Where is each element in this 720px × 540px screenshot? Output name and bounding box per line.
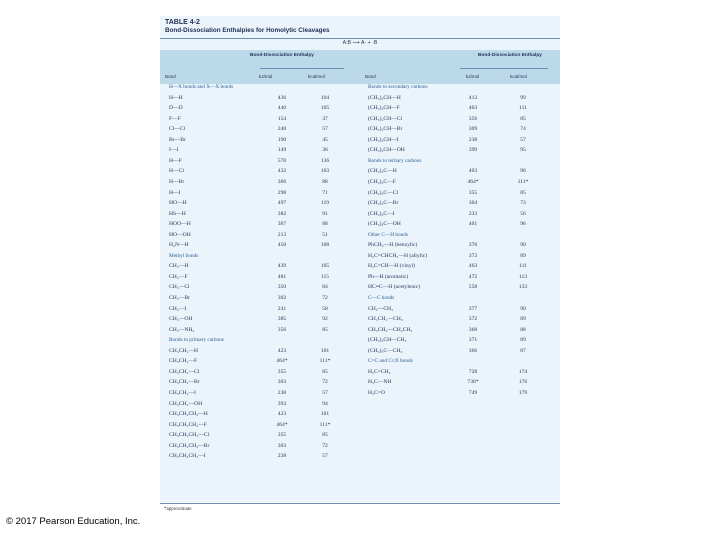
bond-cell: (CH₃)₂CH—H bbox=[368, 94, 401, 101]
table-row bbox=[368, 105, 558, 115]
kcal-cell: 85 bbox=[322, 432, 328, 439]
kj-cell: 464* bbox=[276, 421, 288, 428]
section-heading bbox=[368, 358, 558, 368]
left-kcal-header: kcal/mol bbox=[308, 74, 325, 79]
kcal-cell: 90 bbox=[520, 242, 526, 249]
bond-cell: H₂C=CHCH₂—H (allylic) bbox=[368, 252, 428, 259]
kj-cell: 736* bbox=[467, 379, 479, 386]
table-row bbox=[169, 284, 359, 294]
right-group-rule bbox=[460, 68, 548, 69]
kj-cell: 356 bbox=[277, 326, 287, 333]
bond-cell: CH₃—H bbox=[169, 263, 189, 270]
kcal-cell: 88 bbox=[520, 326, 526, 333]
kj-cell: 377 bbox=[468, 305, 478, 312]
kcal-cell: 88 bbox=[322, 178, 328, 185]
kj-cell: 309 bbox=[468, 126, 478, 133]
table-row bbox=[368, 137, 558, 147]
kcal-cell: 96 bbox=[520, 168, 526, 175]
kj-cell: 399 bbox=[468, 147, 478, 154]
kj-cell: 355 bbox=[277, 368, 287, 375]
kcal-cell: 84 bbox=[322, 284, 328, 291]
copyright-notice: © 2017 Pearson Education, Inc. bbox=[6, 516, 141, 527]
bond-cell: CH₃—Cl bbox=[169, 284, 190, 291]
kj-cell: 302 bbox=[277, 295, 287, 301]
table-row bbox=[368, 379, 558, 389]
table-row bbox=[169, 306, 359, 316]
kcal-cell: 119 bbox=[320, 200, 330, 207]
kcal-cell: 136 bbox=[320, 157, 330, 164]
bond-cell: H₂C=CH₂ bbox=[368, 368, 391, 375]
kcal-cell: 51 bbox=[322, 231, 328, 238]
bond-cell: (CH₃)₃C—I bbox=[368, 210, 395, 217]
kj-cell: 303 bbox=[277, 379, 287, 386]
table-row bbox=[169, 369, 359, 379]
table-row bbox=[368, 263, 558, 273]
kcal-cell: 57 bbox=[322, 389, 328, 396]
table-row bbox=[368, 200, 558, 210]
bond-cell: (CH₃)₂CH—F bbox=[368, 105, 400, 112]
left-bond-header: Bond bbox=[165, 74, 176, 79]
bond-cell: HS—H bbox=[169, 210, 186, 217]
bond-cell: (CH₃)₃C—Cl bbox=[368, 189, 399, 196]
kcal-cell: 99 bbox=[520, 94, 526, 101]
bond-cell: CH₃CH₂—I bbox=[169, 389, 196, 396]
bond-cell: CH₃CH₂—F bbox=[169, 358, 198, 365]
bond-cell: H—Br bbox=[169, 178, 185, 185]
table-row bbox=[368, 95, 558, 105]
bond-cell: (CH₃)₂CH—I bbox=[368, 136, 399, 143]
kj-cell: 366 bbox=[468, 347, 478, 354]
kcal-cell: 89 bbox=[520, 316, 526, 323]
kj-cell: 238 bbox=[277, 453, 287, 460]
kcal-cell: 36 bbox=[322, 147, 328, 154]
kcal-cell: 45 bbox=[322, 136, 328, 143]
kj-cell: 463 bbox=[468, 263, 478, 270]
section-heading bbox=[368, 84, 558, 94]
kcal-cell: 111 bbox=[519, 263, 527, 270]
section-heading bbox=[169, 337, 359, 347]
section-heading bbox=[368, 232, 558, 242]
bond-cell: CH₃CH₂CH₂—I bbox=[169, 453, 206, 460]
kcal-cell: 37 bbox=[322, 115, 328, 122]
kj-cell: 382 bbox=[277, 210, 287, 217]
bond-cell: PhCH₂—H (benzylic) bbox=[368, 242, 418, 249]
bond-cell: H₂N—H bbox=[169, 242, 189, 249]
kj-cell: 304 bbox=[468, 200, 478, 207]
left-enthalpy-group-header: Bond-Dissociation Enthalpy bbox=[250, 53, 314, 58]
table-row bbox=[169, 126, 359, 136]
kj-cell: 238 bbox=[468, 136, 478, 143]
kcal-cell: 89 bbox=[520, 337, 526, 344]
table-row bbox=[368, 369, 558, 379]
table-row bbox=[169, 200, 359, 210]
table-row bbox=[169, 147, 359, 157]
bond-cell: CH₃—F bbox=[169, 273, 188, 280]
bond-cell: H—I bbox=[169, 189, 181, 196]
kj-cell: 481 bbox=[277, 273, 287, 280]
kcal-cell: 103 bbox=[320, 168, 330, 175]
bond-cell: H—X bonds and X—X bonds bbox=[169, 84, 234, 90]
table-row bbox=[368, 306, 558, 316]
kj-cell: 472 bbox=[468, 273, 478, 280]
kcal-cell: 57 bbox=[520, 136, 526, 143]
kj-cell: 450 bbox=[277, 242, 287, 249]
table-row bbox=[368, 348, 558, 358]
bond-cell: H₃C—NH bbox=[368, 379, 392, 386]
kcal-cell: 58 bbox=[322, 305, 328, 312]
bond-cell: (CH₃)₂CH—CH₃ bbox=[368, 337, 407, 344]
kj-cell: 355 bbox=[277, 432, 287, 439]
bond-cell: H—F bbox=[169, 157, 182, 164]
table-row bbox=[368, 221, 558, 231]
table-row bbox=[169, 263, 359, 273]
table-row bbox=[169, 242, 359, 252]
left-group-rule bbox=[260, 68, 344, 69]
kj-cell: 413 bbox=[468, 94, 478, 101]
kj-cell: 355 bbox=[468, 189, 478, 196]
table-row bbox=[169, 274, 359, 284]
bond-cell: H₂C=CH—H (vinyl) bbox=[368, 263, 415, 270]
bond-cell: Br—Br bbox=[169, 136, 186, 143]
bond-cell: Bonds to secondary carbons bbox=[368, 84, 428, 90]
bond-cell: (CH₃)₃C—CH₃ bbox=[368, 347, 403, 354]
table-row bbox=[368, 242, 558, 252]
kcal-cell: 88 bbox=[322, 221, 328, 228]
table-row bbox=[368, 126, 558, 136]
table-row bbox=[368, 390, 558, 400]
bond-cell: CH₃—CH₃ bbox=[368, 305, 394, 312]
bond-cell: H₃C=O bbox=[368, 389, 385, 396]
kcal-cell: 73 bbox=[520, 200, 526, 207]
bond-cell: (CH₃)₂CH—OH bbox=[368, 147, 405, 154]
table-row bbox=[169, 401, 359, 411]
kcal-cell: 174 bbox=[518, 368, 528, 375]
table-header bbox=[160, 16, 560, 38]
bond-cell: CH₃CH₂—CH₃ bbox=[368, 316, 403, 323]
right-enthalpy-group-header: Bond-Dissociation Enthalpy bbox=[478, 53, 542, 58]
bond-cell: C—C bonds bbox=[368, 295, 395, 301]
bond-cell: CH₃CH₂CH₂—Br bbox=[169, 442, 210, 449]
table-row bbox=[368, 316, 558, 326]
bond-cell: Bonds to tertiary carbons bbox=[368, 157, 422, 164]
table-row bbox=[169, 295, 359, 305]
table-row bbox=[169, 190, 359, 200]
table-row bbox=[368, 116, 558, 126]
bond-cell: Bonds to primary carbons bbox=[169, 337, 224, 344]
table-row bbox=[169, 116, 359, 126]
table-row bbox=[169, 232, 359, 242]
bond-cell: HO—H bbox=[169, 200, 187, 207]
table-row bbox=[169, 358, 359, 368]
kcal-cell: 72 bbox=[322, 442, 328, 449]
bond-cell: HOO—H bbox=[169, 221, 191, 228]
table-row bbox=[169, 95, 359, 105]
table-row bbox=[368, 253, 558, 263]
kcal-cell: 85 bbox=[322, 368, 328, 375]
kcal-cell: 111* bbox=[319, 358, 331, 365]
kcal-cell: 179 bbox=[518, 389, 528, 396]
bond-cell: CH₃CH₂—H bbox=[169, 347, 199, 354]
table-row bbox=[169, 105, 359, 115]
kcal-cell: 91 bbox=[322, 210, 328, 217]
bottom-rule bbox=[160, 503, 560, 504]
kj-cell: 298 bbox=[277, 189, 287, 196]
kj-cell: 728 bbox=[468, 368, 478, 375]
bond-cell: D—D bbox=[169, 105, 183, 112]
kcal-cell: 71 bbox=[322, 189, 328, 196]
table-row bbox=[169, 211, 359, 221]
bond-cell: Cl—Cl bbox=[169, 126, 186, 133]
table-row bbox=[169, 348, 359, 358]
section-heading bbox=[169, 84, 359, 94]
kcal-cell: 111 bbox=[519, 105, 527, 112]
top-rule bbox=[160, 38, 560, 39]
table-row bbox=[169, 422, 359, 432]
kcal-cell: 72 bbox=[322, 295, 328, 301]
table-row bbox=[169, 453, 359, 463]
kcal-cell: 74 bbox=[520, 126, 526, 133]
bond-cell: CH₃CH₂CH₂—F bbox=[169, 421, 207, 428]
kcal-cell: 95 bbox=[520, 147, 526, 154]
right-kcal-header: kcal/mol bbox=[510, 74, 527, 79]
table-row bbox=[169, 379, 359, 389]
kj-cell: 464* bbox=[276, 358, 288, 365]
kcal-cell: 90 bbox=[520, 305, 526, 312]
bond-cell: (CH₃)₂CH—Br bbox=[368, 126, 403, 133]
kj-cell: 371 bbox=[468, 337, 478, 344]
bond-cell: CH₃—Br bbox=[169, 295, 190, 301]
footnote: *approximate bbox=[164, 507, 192, 512]
table-row bbox=[368, 284, 558, 294]
kj-cell: 423 bbox=[277, 411, 287, 418]
kcal-cell: 72 bbox=[322, 379, 328, 386]
table-row bbox=[368, 179, 558, 189]
kcal-cell: 105 bbox=[320, 263, 330, 270]
kj-cell: 367 bbox=[277, 221, 287, 228]
table-row bbox=[169, 443, 359, 453]
kj-cell: 401 bbox=[468, 221, 478, 228]
table-row bbox=[169, 137, 359, 147]
bond-cell: CH₃CH₂CH₂—H bbox=[169, 411, 208, 418]
table-row bbox=[368, 337, 558, 347]
right-bond-header: Bond bbox=[365, 74, 376, 79]
kcal-cell: 96 bbox=[520, 221, 526, 228]
table-row bbox=[169, 158, 359, 168]
bond-cell: C=C and C≡X bonds bbox=[368, 358, 413, 365]
kj-cell: 749 bbox=[468, 389, 478, 396]
section-heading bbox=[368, 295, 558, 305]
kj-cell: 403 bbox=[468, 168, 478, 175]
bond-cell: CH₃CH₂—OH bbox=[169, 400, 203, 407]
kj-cell: 393 bbox=[277, 400, 287, 407]
kcal-cell: 87 bbox=[520, 347, 526, 354]
kcal-cell: 57 bbox=[322, 453, 328, 460]
table-row bbox=[368, 327, 558, 337]
table-row bbox=[169, 316, 359, 326]
kj-cell: 423 bbox=[277, 347, 287, 354]
kj-cell: 463 bbox=[468, 105, 478, 112]
bond-cell: H—Cl bbox=[169, 168, 184, 175]
bond-cell: CH₃—OH bbox=[169, 316, 193, 323]
table-row bbox=[169, 327, 359, 337]
bond-cell: (CH₃)₃C—F bbox=[368, 178, 396, 185]
kj-cell: 356 bbox=[468, 115, 478, 122]
kj-cell: 385 bbox=[277, 316, 287, 323]
kcal-cell: 94 bbox=[322, 400, 328, 407]
kj-cell: 439 bbox=[277, 263, 287, 270]
left-kj-header: kJ/mol bbox=[259, 74, 273, 79]
kcal-cell: 176 bbox=[518, 379, 528, 386]
kcal-cell: 89 bbox=[520, 252, 526, 259]
kj-cell: 190 bbox=[277, 136, 287, 143]
bond-cell: HO—OH bbox=[169, 231, 191, 238]
kcal-cell: 92 bbox=[322, 316, 328, 323]
section-heading bbox=[368, 158, 558, 168]
cleavage-equation: A:B ⟶ A· + ·B bbox=[342, 40, 378, 46]
kj-cell: 366 bbox=[277, 178, 287, 185]
kcal-cell: 56 bbox=[520, 210, 526, 217]
kcal-cell: 85 bbox=[322, 326, 328, 333]
bond-cell: (CH₃)₃C—H bbox=[368, 168, 397, 175]
kj-cell: 372 bbox=[468, 252, 478, 259]
kj-cell: 233 bbox=[468, 210, 478, 217]
kj-cell: 241 bbox=[277, 305, 287, 312]
kcal-cell: 113 bbox=[518, 273, 528, 280]
kcal-cell: 104 bbox=[320, 94, 330, 101]
column-header-band bbox=[160, 50, 560, 84]
kcal-cell: 85 bbox=[520, 189, 526, 196]
table-row bbox=[169, 390, 359, 400]
kcal-cell: 57 bbox=[322, 126, 328, 133]
table-row bbox=[169, 179, 359, 189]
kj-cell: 303 bbox=[277, 442, 287, 449]
table-row bbox=[169, 221, 359, 231]
kcal-cell: 85 bbox=[520, 115, 526, 122]
kj-cell: 497 bbox=[277, 200, 287, 207]
table-body bbox=[160, 84, 560, 506]
kj-cell: 436 bbox=[277, 94, 287, 101]
kj-cell: 440 bbox=[277, 105, 287, 112]
bond-cell: HC≡C—H (acetylenic) bbox=[368, 284, 421, 291]
kcal-cell: 105 bbox=[320, 105, 330, 112]
kj-cell: 558 bbox=[468, 284, 478, 291]
table-row bbox=[368, 211, 558, 221]
kcal-cell: 111* bbox=[319, 421, 331, 428]
table-row bbox=[368, 190, 558, 200]
kj-cell: 570 bbox=[277, 157, 287, 164]
table-row bbox=[368, 168, 558, 178]
kj-cell: 464* bbox=[467, 178, 479, 185]
right-kj-header: kJ/mol bbox=[466, 74, 480, 79]
kcal-cell: 133 bbox=[518, 284, 528, 291]
kj-cell: 240 bbox=[277, 126, 287, 133]
bond-cell: F—F bbox=[169, 115, 181, 122]
kcal-cell: 111* bbox=[517, 178, 529, 185]
bond-cell: CH₃—I bbox=[169, 305, 187, 312]
table-row bbox=[169, 411, 359, 421]
bond-cell: (CH₃)₃C—OH bbox=[368, 221, 401, 228]
bond-cell: CH₃CH₂—CH₂CH₃ bbox=[368, 326, 413, 333]
table-row bbox=[169, 168, 359, 178]
kcal-cell: 101 bbox=[320, 347, 330, 354]
kj-cell: 149 bbox=[277, 147, 287, 154]
kj-cell: 350 bbox=[277, 284, 287, 291]
table-row bbox=[368, 274, 558, 284]
table-row bbox=[368, 147, 558, 157]
bond-cell: CH₃CH₂—Br bbox=[169, 379, 200, 386]
section-heading bbox=[169, 253, 359, 263]
kj-cell: 432 bbox=[277, 168, 287, 175]
bond-cell: (CH₃)₃C—Br bbox=[368, 200, 399, 207]
bond-cell: H—H bbox=[169, 94, 183, 101]
kcal-cell: 108 bbox=[320, 242, 330, 249]
bond-cell: I—I bbox=[169, 147, 179, 154]
kj-cell: 376 bbox=[468, 242, 478, 249]
kcal-cell: 101 bbox=[320, 411, 330, 418]
bond-cell: Methyl bonds bbox=[169, 252, 199, 259]
table-caption: Bond-Dissociation Enthalpies for Homolytic Cleavages bbox=[165, 27, 330, 34]
table-row bbox=[169, 432, 359, 442]
bond-cell: Other C—H bonds bbox=[368, 231, 409, 238]
bond-cell: CH₃CH₂CH₂—Cl bbox=[169, 432, 210, 439]
kj-cell: 154 bbox=[277, 115, 287, 122]
bond-cell: CH₃—NH₂ bbox=[169, 326, 195, 333]
bond-cell: CH₃CH₂—Cl bbox=[169, 368, 200, 375]
kj-cell: 213 bbox=[277, 231, 287, 238]
bond-cell: (CH₃)₂CH—Cl bbox=[368, 115, 403, 122]
bond-cell: Ph—H (aromatic) bbox=[368, 273, 409, 280]
kj-cell: 368 bbox=[468, 326, 478, 333]
kj-cell: 372 bbox=[468, 316, 478, 323]
table-label: TABLE 4-2 bbox=[165, 19, 200, 26]
kcal-cell: 115 bbox=[320, 273, 330, 280]
kj-cell: 238 bbox=[277, 389, 287, 396]
